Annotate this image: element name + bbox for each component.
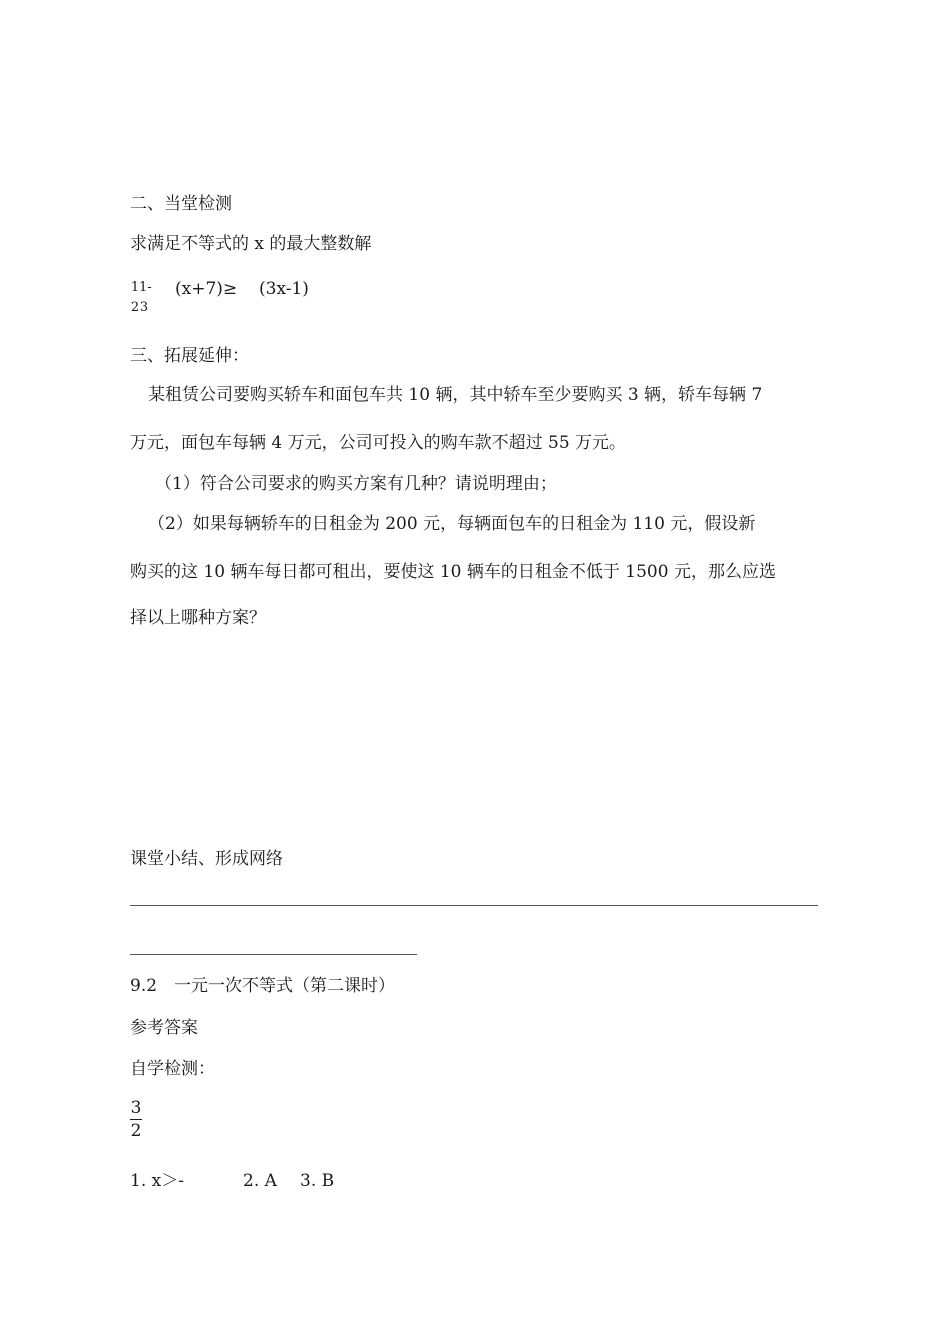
- section3-q2-line1: （2）如果每辆轿车的日租金为 200 元，每辆面包车的日租金为 110 元，假设新: [148, 514, 756, 534]
- section3-q2-line3: 择以上哪种方案？: [130, 608, 266, 628]
- section3-para1-line1: 某租赁公司要购买轿车和面包车共 10 辆，其中轿车至少要购买 3 辆，轿车每辆 7: [148, 385, 763, 405]
- answer-2: 2. A: [243, 1171, 277, 1191]
- section2-heading: 二、当堂检测: [130, 194, 232, 214]
- summary-rule-short: [130, 954, 417, 955]
- answer-3: 3. B: [300, 1171, 335, 1191]
- inequality-expr2: (3x-1): [259, 279, 309, 299]
- section2-question: 求满足不等式的 x 的最大整数解: [130, 234, 372, 254]
- frac-half-num: 1: [130, 280, 140, 295]
- answers-frac-num: 3: [130, 1098, 142, 1118]
- answer-1: 1. x＞-: [130, 1171, 184, 1191]
- answers-fraction: [130, 1098, 142, 1141]
- answers-title: 9.2 一元一次不等式（第二课时）: [130, 976, 396, 996]
- summary-heading: 课堂小结、形成网络: [130, 849, 283, 869]
- inequality-frac-third: [139, 300, 149, 315]
- section3-q2-line2: 购买的这 10 辆车每日都可租出，要使这 10 辆车的日租金不低于 1500 元，那么应选: [130, 562, 776, 582]
- answers-self-check: 自学检测：: [130, 1059, 215, 1079]
- inequality-minus: 1-: [139, 280, 152, 295]
- section3-heading: 三、拓展延伸：: [130, 346, 249, 366]
- summary-rule-long: [130, 905, 818, 906]
- section3-q1: （1）符合公司要求的购买方案有几种？请说明理由；: [155, 474, 557, 494]
- section3-para1-line2: 万元，面包车每辆 4 万元，公司可投入的购车款不超过 55 万元。: [130, 433, 627, 453]
- answers-frac-bar: [130, 1119, 142, 1120]
- frac-half-den: 2: [130, 300, 140, 315]
- inequality-expr1: (x+7)≥: [175, 279, 238, 299]
- frac-third-den: 3: [139, 300, 149, 315]
- answers-ref: 参考答案: [130, 1018, 198, 1038]
- answers-frac-den: 2: [130, 1121, 142, 1141]
